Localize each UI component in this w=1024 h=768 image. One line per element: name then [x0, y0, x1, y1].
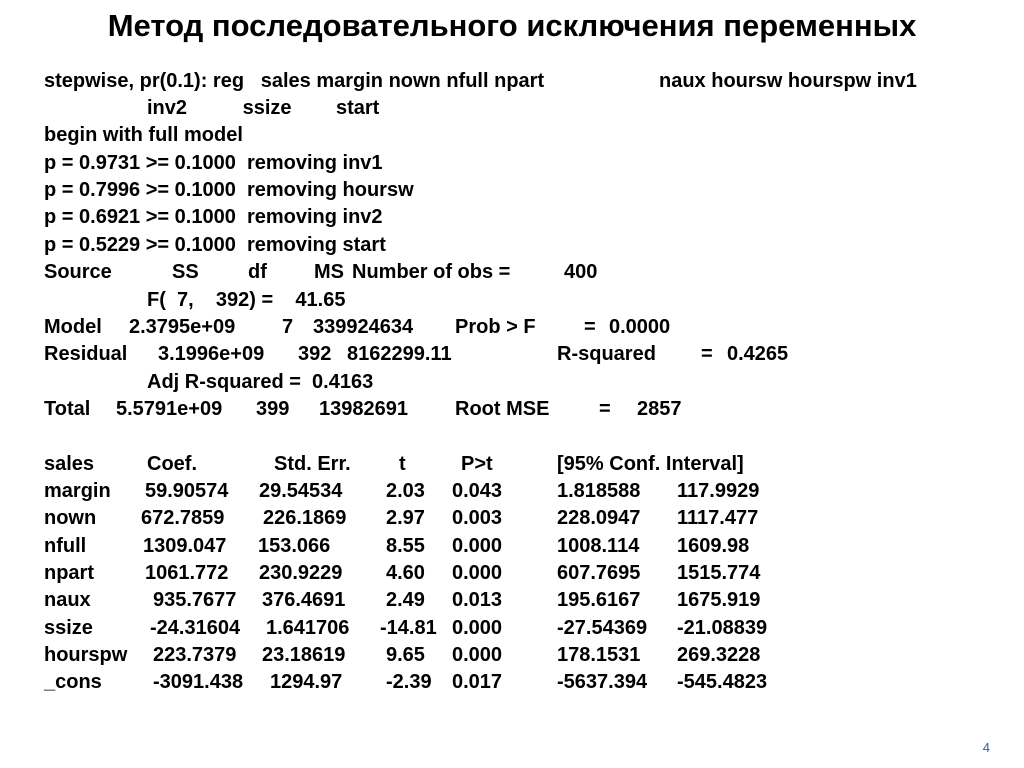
coef-cell-se: 23.18619 [262, 644, 346, 666]
nobs-value: 400 [564, 261, 598, 283]
log-line: begin with full model [44, 124, 243, 146]
coef-cell-coef: 1309.047 [143, 535, 227, 557]
coef-cell-coef: 223.7379 [153, 644, 237, 666]
coef-cell-hi: -21.08839 [677, 617, 768, 639]
command-line-1-cont: naux hoursw hourspw inv1 [659, 70, 917, 92]
f-statistic: F( 7, 392) = 41.65 [147, 289, 346, 311]
coef-cell-t: 9.65 [386, 644, 425, 666]
coef-header-se: Std. Err. [274, 453, 351, 475]
coef-cell-se: 1294.97 [270, 671, 343, 693]
coef-cell-lo: -27.54369 [557, 617, 648, 639]
total-label: Total [44, 398, 91, 420]
coef-cell-hi: 1675.919 [677, 589, 761, 611]
coef-cell-t: 2.49 [386, 589, 425, 611]
coef-cell-se: 376.4691 [262, 589, 346, 611]
model-df: 7 [282, 316, 294, 338]
log-line: p = 0.6921 >= 0.1000 removing inv2 [44, 206, 383, 228]
coef-cell-hi: -545.4823 [677, 671, 768, 693]
coef-cell-se: 230.9229 [259, 562, 343, 584]
residual-ss: 3.1996e+09 [158, 343, 265, 365]
page-number: 4 [982, 740, 990, 755]
root-mse-value: 2857 [637, 398, 682, 420]
command-line-1: stepwise, pr(0.1): reg sales margin nown nfull npart [44, 70, 545, 92]
coef-cell-coef: 672.7859 [141, 507, 225, 529]
coef-cell-coef: 1061.772 [145, 562, 229, 584]
coef-cell-var: nown [44, 507, 97, 529]
model-ms: 339924634 [313, 316, 414, 338]
anova-header-ms: MS [314, 261, 344, 283]
coef-cell-var: ssize [44, 617, 93, 639]
coef-cell-p: 0.000 [452, 535, 503, 557]
residual-df: 392 [298, 343, 332, 365]
total-ms: 13982691 [319, 398, 408, 420]
prob-f-label: Prob > F [455, 316, 536, 338]
coef-cell-se: 1.641706 [266, 617, 350, 639]
coef-cell-var: naux [44, 589, 91, 611]
coef-cell-hi: 1117.477 [677, 507, 759, 529]
coef-cell-hi: 1515.774 [677, 562, 761, 584]
coef-cell-lo: 1008.114 [557, 535, 640, 557]
coef-cell-var: nfull [44, 535, 87, 557]
prob-f-value: 0.0000 [609, 316, 671, 338]
coef-cell-se: 29.54534 [259, 480, 343, 502]
r-squared-value: 0.4265 [727, 343, 789, 365]
coef-cell-p: 0.000 [452, 562, 503, 584]
anova-header-ss: SS [172, 261, 199, 283]
coef-cell-lo: 1.818588 [557, 480, 641, 502]
coef-cell-t: 8.55 [386, 535, 425, 557]
log-line: p = 0.9731 >= 0.1000 removing inv1 [44, 152, 383, 174]
coef-cell-t: 2.97 [386, 507, 425, 529]
coef-cell-t: -2.39 [386, 671, 432, 693]
coef-cell-coef: 59.90574 [145, 480, 229, 502]
coef-cell-se: 153.066 [258, 535, 331, 557]
anova-header-source: Source [44, 261, 112, 283]
coef-cell-p: 0.000 [452, 617, 503, 639]
coef-cell-lo: 195.6167 [557, 589, 641, 611]
coef-cell-var: npart [44, 562, 94, 584]
coef-cell-hi: 269.3228 [677, 644, 761, 666]
nobs-label: Number of obs = [352, 261, 511, 283]
residual-ms: 8162299.11 [347, 343, 452, 365]
r-squared-eq: = [701, 343, 713, 365]
root-mse-label: Root MSE [455, 398, 550, 420]
coef-cell-t: -14.81 [380, 617, 437, 639]
coef-cell-t: 4.60 [386, 562, 425, 584]
coef-cell-p: 0.003 [452, 507, 503, 529]
coef-header-coef: Coef. [147, 453, 197, 475]
coef-cell-coef: -24.31604 [150, 617, 241, 639]
coef-cell-coef: 935.7677 [153, 589, 237, 611]
coef-header-p: P>t [461, 453, 493, 475]
model-label: Model [44, 316, 102, 338]
coef-cell-var: _cons [44, 671, 102, 693]
coef-header-var: sales [44, 453, 95, 475]
coef-cell-lo: 178.1531 [557, 644, 641, 666]
coef-cell-var: hourspw [44, 644, 128, 666]
coef-header-t: t [399, 453, 406, 475]
coef-cell-t: 2.03 [386, 480, 425, 502]
prob-f-eq: = [584, 316, 596, 338]
coef-cell-var: margin [44, 480, 111, 502]
coef-cell-se: 226.1869 [263, 507, 347, 529]
coef-cell-lo: 228.0947 [557, 507, 641, 529]
total-df: 399 [256, 398, 290, 420]
adj-r-squared: Adj R-squared = 0.4163 [147, 371, 374, 393]
anova-header-df: df [248, 261, 267, 283]
slide-title: Метод последовательного исключения переменных [107, 8, 917, 43]
root-mse-eq: = [599, 398, 611, 420]
coef-cell-hi: 1609.98 [677, 535, 750, 557]
r-squared-label: R-squared [557, 343, 656, 365]
model-ss: 2.3795e+09 [129, 316, 236, 338]
coef-cell-p: 0.000 [452, 644, 503, 666]
coef-header-ci: [95% Conf. Interval] [557, 453, 744, 475]
coef-cell-lo: 607.7695 [557, 562, 641, 584]
log-line: p = 0.5229 >= 0.1000 removing start [44, 234, 386, 256]
command-line-2: inv2 ssize start [147, 97, 380, 119]
log-line: p = 0.7996 >= 0.1000 removing hoursw [44, 179, 414, 201]
coef-cell-hi: 117.9929 [677, 480, 760, 502]
coef-cell-lo: -5637.394 [557, 671, 648, 693]
coef-cell-p: 0.013 [452, 589, 503, 611]
residual-label: Residual [44, 343, 128, 365]
coef-cell-coef: -3091.438 [153, 671, 244, 693]
coef-cell-p: 0.017 [452, 671, 503, 693]
coef-cell-p: 0.043 [452, 480, 503, 502]
total-ss: 5.5791e+09 [116, 398, 223, 420]
